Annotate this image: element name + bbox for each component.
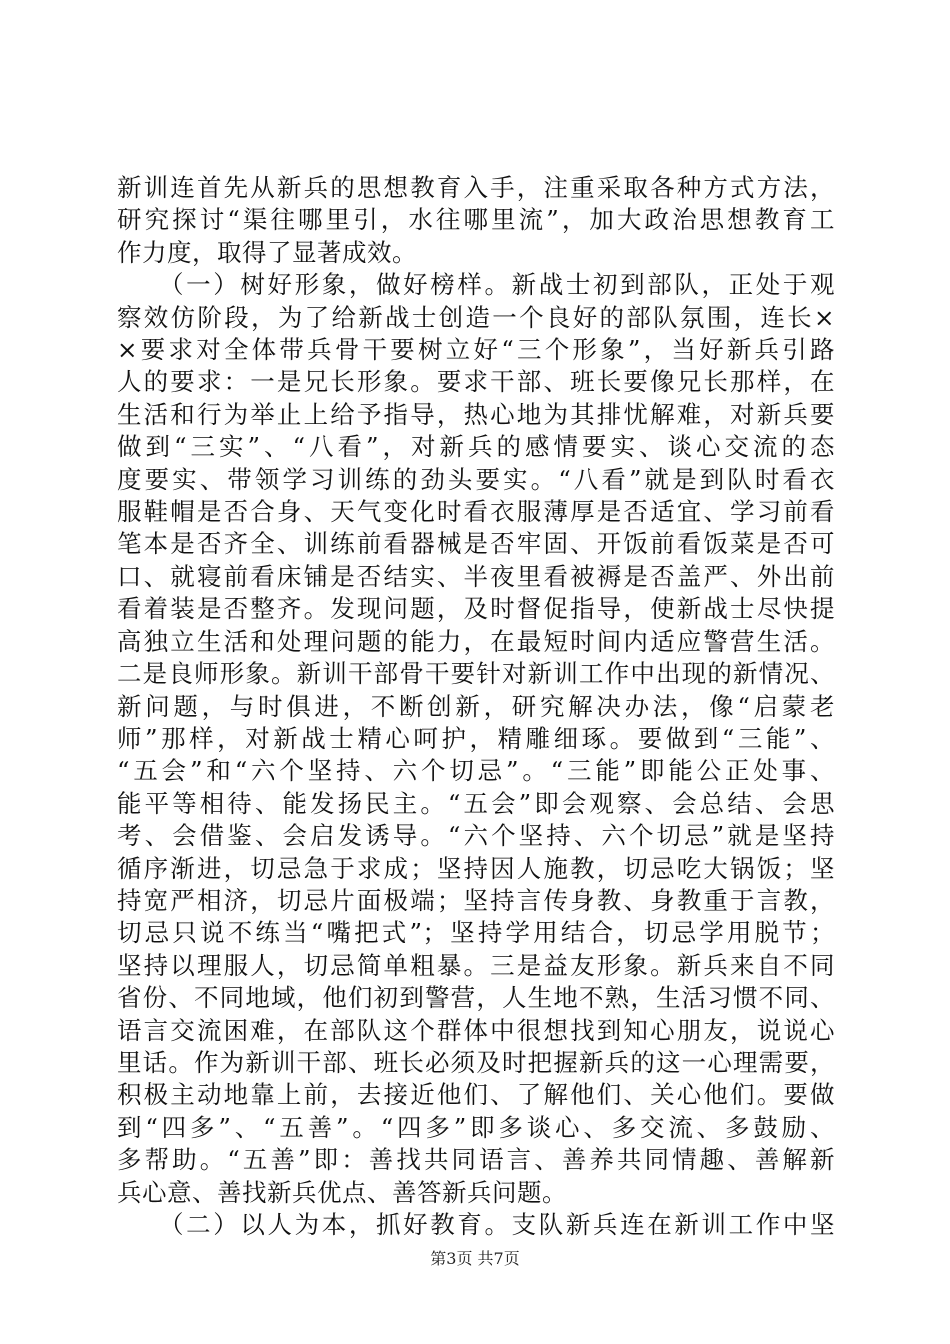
text-line: 做到“三实”、“八看”，对新兵的感情要实、谈心交流的态 [117,432,835,462]
text-line: 语言交流困难，在部队这个群体中很想找到知心朋友，说说心 [117,1015,835,1045]
text-line: 循序渐进，切忌急于求成；坚持因人施教，切忌吃大锅饭；坚 [117,853,835,883]
text-line: 二是良师形象。新训干部骨干要针对新训工作中出现的新情况、 [117,659,835,689]
text-line: 作力度，取得了显著成效。 [117,237,417,267]
text-line: 服鞋帽是否合身、天气变化时看衣服薄厚是否适宜、学习前看 [117,497,835,527]
text-line: 里话。作为新训干部、班长必须及时把握新兵的这一心理需要， [117,1047,835,1077]
text-line: （一）树好形象，做好榜样。新战士初到部队，正处于观 [117,270,835,300]
text-line: 能平等相待、能发扬民主。“五会”即会观察、会总结、会思 [117,788,835,818]
text-line: 积极主动地靠上前，去接近他们、了解他们、关心他们。要做 [117,1080,835,1110]
text-line: 坚持以理服人，切忌简单粗暴。三是益友形象。新兵来自不同 [117,950,835,980]
text-line: （二）以人为本，抓好教育。支队新兵连在新训工作中坚 [117,1210,835,1239]
text-line: 持宽严相济，切忌片面极端；坚持言传身教、身教重于言教， [117,885,835,915]
text-line: 切忌只说不练当“嘴把式”；坚持学用结合，切忌学用脱节； [117,918,835,948]
text-line: 看着装是否整齐。发现问题，及时督促指导，使新战士尽快提 [117,594,835,624]
text-line: 口、就寝前看床铺是否结实、半夜里看被褥是否盖严、外出前 [117,561,835,591]
text-line: 省份、不同地域，他们初到警营，人生地不熟，生活习惯不同、 [117,983,835,1013]
text-line: 高独立生活和处理问题的能力，在最短时间内适应警营生活。 [117,626,835,656]
text-line: 新训连首先从新兵的思想教育入手，注重采取各种方式方法， [117,173,835,202]
text-line: 多帮助。“五善”即：善找共同语言、善养共同情趣、善解新 [117,1145,835,1175]
text-line: 新问题，与时俱进，不断创新，研究解决办法，像“启蒙老 [117,691,835,721]
page-footer: 第3页 共7页 [430,1249,520,1268]
text-line: 研究探讨“渠往哪里引，水往哪里流”，加大政治思想教育工 [117,205,835,235]
text-line: ×要求对全体带兵骨干要树立好“三个形象”，当好新兵引路 [117,335,835,365]
text-line: 到“四多”、“五善”。“四多”即多谈心、多交流、多鼓励、 [117,1112,835,1142]
body-text [117,172,835,1241]
text-line: 考、会借鉴、会启发诱导。“六个坚持、六个切忌”就是坚持 [117,821,835,851]
text-line: 师”那样，对新战士精心呵护，精雕细琢。要做到“三能”、 [117,723,835,753]
text-line: 生活和行为举止上给予指导，热心地为其排忧解难，对新兵要 [117,399,835,429]
text-line: “五会”和“六个坚持、六个切忌”。“三能”即能公正处事、 [117,756,835,786]
text-line: 人的要求：一是兄长形象。要求干部、班长要像兄长那样，在 [117,367,835,397]
text-line: 察效仿阶段，为了给新战士创造一个良好的部队氛围，连长× [117,302,835,332]
text-line: 兵心意、善找新兵优点、善答新兵问题。 [117,1177,567,1207]
text-line: 笔本是否齐全、训练前看器械是否牢固、开饭前看饭菜是否可 [117,529,835,559]
text-line: 度要实、带领学习训练的劲头要实。“八看”就是到队时看衣 [117,464,835,494]
